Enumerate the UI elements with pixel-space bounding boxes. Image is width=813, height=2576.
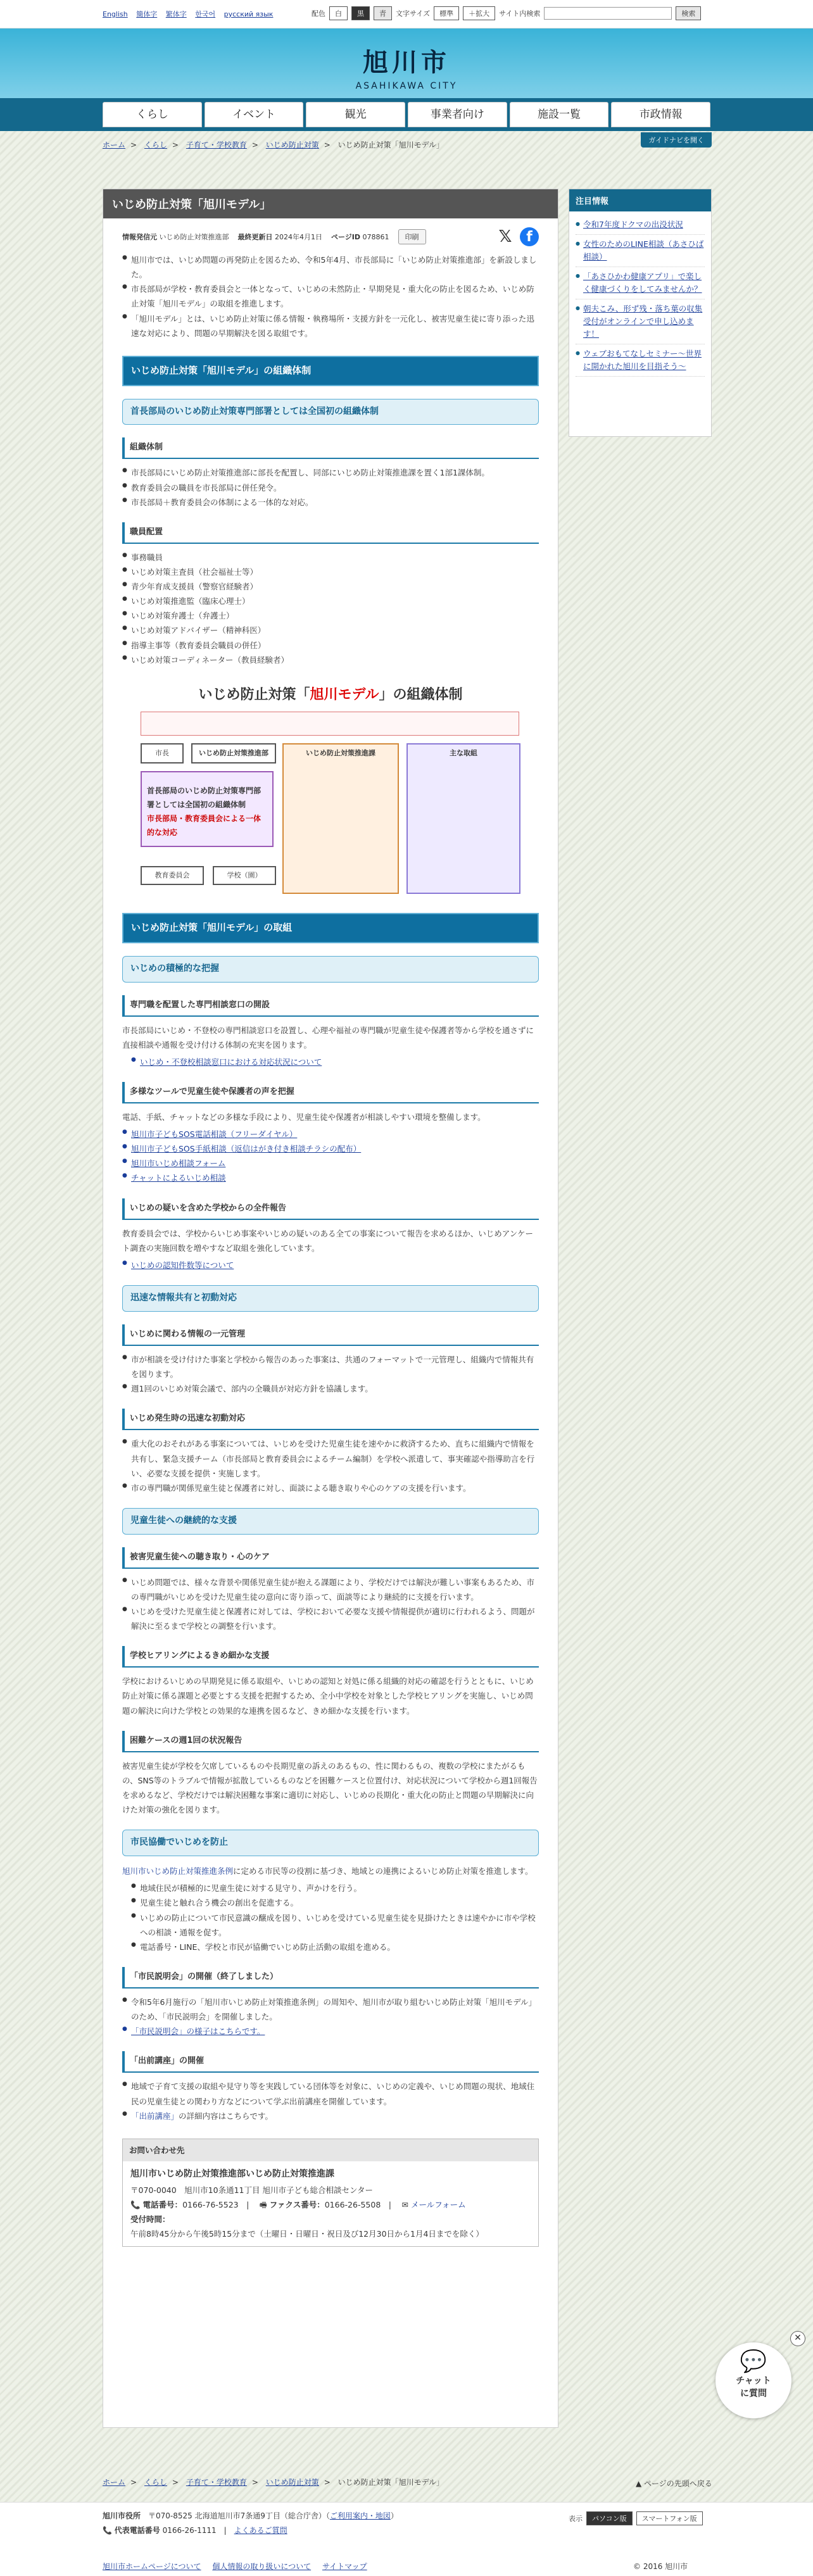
org-list — [122, 465, 539, 509]
list-item: ● 指導主事等（教育委員会職員の併任） — [122, 638, 539, 653]
global-nav-bar — [0, 98, 813, 144]
lang-english[interactable]: English — [103, 10, 128, 18]
meta-dept-label: 情報発信元 — [122, 233, 157, 241]
sidebar-featured — [569, 189, 712, 437]
breadcrumb-current: いじめ防止対策「旭川モデル」 — [337, 141, 444, 149]
consult-form-link[interactable]: ● 旭川市いじめ相談フォーム — [122, 1156, 539, 1171]
nav-event[interactable]: イベント — [205, 102, 304, 127]
list-item: ● いじめ対策アドバイザー（精神科医） — [122, 623, 539, 638]
list-item: ● 児童生徒と触れ合う機会の創出を促進する。 — [131, 1895, 539, 1910]
contact-heading: お問い合わせ先 — [123, 2139, 538, 2161]
footer-links — [103, 2561, 376, 2572]
main-content — [103, 189, 558, 2428]
list-item: ● 市の専門職が関係児童生徒と保護者に対し、面談による聴き取りや心のケアの支援を行います。 — [122, 1481, 539, 1495]
color-blue-button[interactable]: 青 — [374, 6, 392, 20]
section-heading: いじめ防止対策「旭川モデル」の取組 — [122, 913, 539, 943]
list-item: ● 週1回のいじめ対策会議で、部内の全職員が対応方針を協議します。 — [122, 1381, 539, 1396]
sidebar-item[interactable]: ● 朝夫こみ、形ず残・落ち葉の収集受付がオンラインで申し込めます！ — [576, 299, 705, 344]
color-label: 配色 — [312, 9, 325, 18]
list-item: ● 事務職員 — [122, 550, 539, 565]
contact-address: 〒070-0040 旭川市10条通11丁目 旭川市子ども総合相談センター — [130, 2185, 373, 2195]
sidebar-item[interactable]: ● 令和7年度ドクマの出没状況 — [576, 215, 705, 235]
paragraph: 被害児童生徒が学校を欠席しているものや長期児童の訴えのあるもの、性に関わるもの、複数の学校にまたがるもの、SNS等のトラブルで情報が拡散しているものなどを困難ケースと位置付け、対応状況について学校から週1回報告を求めるなど、学校だけでは解決困難な事案に適切に対応し、いじめの長期化・重大化の防止と問題の早期解決に向けた対策の強化を図ります。 — [122, 1761, 538, 1815]
list-item: ● 市長部局にいじめ防止対策推進部に部長を配置し、同部にいじめ防止対策推進課を置く1部1課体制。 — [122, 465, 539, 480]
breadcrumb-ijime[interactable]: いじめ防止対策 — [265, 2478, 319, 2487]
subsection-heading: いじめの積極的な把握 — [122, 956, 539, 983]
footer-link-about[interactable]: 旭川市ホームページについて — [103, 2562, 201, 2571]
list-item: ● 「旭川モデル」とは、いじめ防止対策に係る情報・執務場所・支援方針を一元化し、被害児童生徒に寄り添った迅速な対応により、問題の早期解決を図る取組です。 — [122, 311, 539, 341]
paragraph: 市長部局にいじめ・不登校の専門相談窓口を設置し、心理や福祉の専門職が児童生徒や保護者等から学校を通さずに直接相談や通報を受け付ける体制の充実を図ります。 — [122, 1025, 534, 1050]
page-meta — [122, 227, 539, 246]
faq-link[interactable]: よくあるご質問 — [234, 2525, 287, 2535]
nav-kurashi[interactable]: くらし — [103, 102, 202, 127]
list-item: ● 地域住民が積極的に児童生徒に対する見守り、声かけを行う。 — [131, 1881, 539, 1895]
share-buttons — [496, 227, 539, 246]
site-header — [0, 28, 813, 98]
footer-office: 旭川市役所 — [103, 2511, 141, 2520]
item-heading: 困難ケースの週1回の状況報告 — [122, 1731, 539, 1752]
contact-org: 旭川市いじめ防止対策推進部いじめ防止対策推進課 — [130, 2168, 334, 2179]
paragraph: 学校におけるいじめの早期発見に係る取組や、いじめの認知と対処に係る組織的対応の確認を行うとともに、いじめ防止対策に係る課題と必要とする支援を把握するため、全小中学校を対象とした学校ヒアリングを実施し、いじめ問題の解決に向けた学校との効果的な連携を図るなど、きめ細かな支援を行います。 — [122, 1676, 534, 1716]
copyright: © 2016 旭川市 — [633, 2562, 688, 2571]
staff-list — [122, 550, 539, 667]
breadcrumb-kosodate[interactable]: 子育て・学校教育 — [186, 2478, 247, 2487]
meta-dept: いじめ防止対策推進部 — [159, 233, 229, 241]
subsection-heading: 迅速な情報共有と初動対応 — [122, 1285, 539, 1312]
color-white-button[interactable]: 白 — [329, 6, 348, 20]
list-item: ● 「出前講座」の詳細内容はこちらです。 — [122, 2109, 539, 2123]
meta-updated: 2024年4月1日 — [275, 233, 322, 241]
item-heading: 専門職を配置した専門相談窓口の開設 — [122, 995, 539, 1017]
global-nav — [103, 102, 710, 127]
list-item: ● 市長部局＋教育委員会の体制による一体的な対応。 — [122, 495, 539, 510]
print-button[interactable]: 印刷 — [398, 229, 426, 244]
sidebar-item[interactable]: ● ウェブおもてなしセミナー～世界に開かれた旭川を目指そう～ — [576, 344, 705, 377]
size-label: 文字サイズ — [396, 9, 431, 18]
list-item: ● いじめの防止について市民意識の醸成を図り、いじめを受けている児童生徒を見掛けたときは速やかに市や学校への相談・通報を促す。 — [131, 1911, 539, 1940]
list-item: ● いじめ対策推進監（臨床心理士） — [122, 594, 539, 608]
close-chat-icon[interactable]: ✕ — [790, 2331, 805, 2346]
size-large-button[interactable]: ＋拡大 — [463, 6, 495, 20]
article-body — [122, 253, 539, 2247]
lang-traditional[interactable]: 繁体字 — [165, 10, 187, 18]
figure-dept-detail: いじめ防止対策推進課 — [282, 743, 399, 894]
chat-bubble-icon: 💬 — [740, 2349, 767, 2374]
list-item: ● いじめ対策弁護士（弁護士） — [122, 608, 539, 623]
color-black-button[interactable]: 黒 — [351, 6, 370, 20]
page-top-link[interactable]: ▲ ページの先頭へ戻る — [636, 2479, 712, 2488]
meta-id: 078861 — [362, 233, 389, 241]
contact-fax: 0166-26-5508 — [324, 2199, 381, 2209]
accessibility-tools — [312, 6, 701, 20]
item-heading: いじめに関わる情報の一元管理 — [122, 1324, 539, 1346]
item-heading: いじめ発生時の迅速な初動対応 — [122, 1409, 539, 1430]
nav-facilities[interactable]: 施設一覧 — [510, 102, 609, 127]
org-chart-figure — [141, 682, 520, 898]
footer-tel[interactable]: 0166-26-1111 — [162, 2525, 217, 2535]
sidebar-title: 注目情報 — [569, 189, 711, 211]
sidebar-item[interactable]: ● 女性のためのLINE相談（あさひば相談） — [576, 235, 705, 267]
list-item: ● 青少年育成支援員（警察官経験者） — [122, 579, 539, 594]
contact-hours-label: 受付時間： — [130, 2215, 170, 2225]
list-item: ● 地域で子育て支援の取組や見守り等を実践している団体等を対象に、いじめの定義や、いじめ問題の現状、地域住民の児童生徒との関わり方などについて学ぶ出前講座を開催しています。 — [122, 2079, 539, 2108]
breadcrumb-home[interactable]: ホーム — [103, 2478, 126, 2487]
figure-dept: いじめ防止対策推進部 — [191, 743, 276, 763]
list-item: ● いじめ対策主査員（社会福祉士等） — [122, 565, 539, 579]
figure-mayor: 市長 — [141, 743, 184, 763]
nav-business[interactable]: 事業者向け — [408, 102, 507, 127]
site-logo[interactable]: 旭川市 — [363, 48, 450, 77]
item-heading: 「市民説明会」の開催（終了しました） — [122, 1967, 539, 1989]
chat-consult-link[interactable]: ● チャットによるいじめ相談 — [122, 1171, 539, 1185]
size-normal-button[interactable]: 標準 — [434, 6, 459, 20]
contact-phones: 📞 電話番号：0166-76-5523 | 🖷 ファクス番号：0166-26-5508 | ✉ メールフォーム — [130, 2199, 466, 2209]
list-item: ● 市が相談を受け付けた事案と学校から報告のあった事案は、共通のフォーマットで一元管理し、組織内で情報共有を図ります。 — [122, 1352, 539, 1381]
sos-phone-link[interactable]: ● 旭川市子どもSOS電話相談（フリーダイヤル） — [122, 1127, 539, 1141]
staff-heading: 職員配置 — [122, 522, 539, 544]
ordinance-link[interactable]: 旭川市いじめ防止対策推進条例 — [122, 1866, 234, 1876]
chat-widget-button[interactable] — [715, 2342, 791, 2418]
footer-link-sitemap[interactable]: サイトマップ — [322, 2562, 367, 2571]
subsection-heading: 首長部局のいじめ防止対策専門部署としては全国初の組織体制 — [122, 399, 539, 425]
search-label: サイト内検索 — [499, 9, 541, 18]
display-switch: 表示 パソコン版 スマートフォン版 — [569, 2511, 703, 2525]
meta-id-label: ページID — [331, 233, 361, 241]
breadcrumb-ijime[interactable]: いじめ防止対策 — [265, 141, 319, 149]
lecture-link[interactable]: 「出前講座」 — [131, 2111, 179, 2121]
lang-simplified[interactable]: 簡体字 — [136, 10, 158, 18]
item-heading: 「出前講座」の開催 — [122, 2051, 539, 2073]
site-logo-sub: ASAHIKAWA CITY — [355, 81, 458, 91]
list-item: ● 旭川市では、いじめ問題の再発防止を図るため、令和5年4月、市長部局に「いじめ防止対策推進部」を新設しました。 — [122, 253, 539, 282]
list-item: ● いじめ対策コーディネーター（教員経験者） — [122, 653, 539, 667]
contact-box — [122, 2139, 539, 2247]
sidebar-item[interactable]: ● 「あさひかわ健康アプリ」で楽しく健康づくりをしてみませんか？ — [576, 267, 705, 299]
paragraph: 電話、手紙、チャットなどの多様な手段により、児童生徒や保護者が相談しやすい環境を整備します。 — [122, 1112, 486, 1122]
sp-version-button[interactable]: スマートフォン版 — [636, 2511, 703, 2525]
item-heading: 被害児童生徒への聴き取り・心のケア — [122, 1547, 539, 1569]
site-footer — [0, 2502, 813, 2576]
breadcrumb-kurashi[interactable]: くらし — [144, 2478, 167, 2487]
item-heading: 多様なツールで児童生徒や保護者の声を把握 — [122, 1082, 539, 1103]
facebook-share-icon[interactable]: f — [520, 227, 539, 246]
search-input[interactable] — [544, 7, 672, 20]
contact-tel[interactable]: 0166-76-5523 — [182, 2199, 239, 2209]
chat-label: チャット に質問 — [736, 2376, 771, 2399]
access-link[interactable]: ご利用案内・地図 — [329, 2511, 391, 2520]
breadcrumb-home[interactable]: ホーム — [103, 141, 126, 149]
list-item: ● 市長部局が学校・教育委員会と一体となって、いじめの未然防止・早期発見・重大化の防止を図るため、いじめ防止対策「旭川モデル」の取組を推進します。 — [122, 282, 539, 311]
guide-nav-button[interactable]: ガイドナビを開く — [641, 132, 712, 148]
breadcrumb-current: いじめ防止対策「旭川モデル」 — [337, 2478, 444, 2487]
figure-title: いじめ防止対策「旭川モデル」の組織体制 — [198, 686, 463, 703]
list-item: ● 教育委員会の職員を市長部局に併任発令。 — [122, 481, 539, 495]
consult-status-link[interactable]: ● いじめ・不登校相談窓口における対応状況について — [131, 1055, 539, 1069]
breadcrumb-kurashi[interactable]: くらし — [144, 141, 167, 149]
recognition-count-link[interactable]: ● いじめの認知件数等について — [122, 1258, 539, 1272]
briefing-link[interactable]: ● 「市民説明会」の様子はこちらです。 — [122, 2024, 539, 2039]
list-item: ● いじめを受けた児童生徒と保護者に対しては、学校において必要な支援や情報提供が適切に行われるよう、問題が解決に至るまで学校との調整を行います。 — [122, 1604, 539, 1633]
org-heading: 組織体制 — [122, 437, 539, 459]
page-title: いじめ防止対策「旭川モデル」 — [103, 189, 558, 218]
item-heading: 学校ヒアリングによるきめ細かな支援 — [122, 1646, 539, 1668]
list-item: ● いじめ問題では、様々な背景や関係児童生徒が抱える課題により、学校だけでは解決が難しい事案もあるため、市の専門職がいじめを受けた児童生徒の意向に寄り添って、面談等により継続的に支援を行います。 — [122, 1575, 539, 1604]
intro-list — [122, 253, 539, 341]
lang-russian[interactable]: русский язык — [224, 10, 274, 18]
figure-edu: 教育委員会 — [141, 866, 204, 885]
paragraph: 旭川市いじめ防止対策推進条例に定める市民等の役割に基づき、地域との連携によるいじめ防止対策を推進します。 — [122, 1866, 533, 1876]
list-item: ● 令和5年6月施行の「旭川市いじめ防止対策推進条例」の周知や、旭川市が取り組むいじめ防止対策「旭川モデル」のため、「市民説明会」を開催しました。 — [122, 1995, 539, 2024]
search-button[interactable]: 検索 — [676, 6, 701, 20]
figure-intro-box — [141, 712, 519, 736]
figure-main-actions: 主な取組 — [406, 743, 520, 894]
figure-note: 首長部局のいじめ防止対策専門部署としては全国初の組織体制 市長部局・教育委員会による一体的な対応 — [141, 771, 274, 847]
nav-municipal[interactable]: 市政情報 — [611, 102, 710, 127]
language-links — [103, 9, 279, 19]
list-item: ● 重大化のおそれがある事案については、いじめを受けた児童生徒を速やかに救済するため、直ちに組織内で情報を共有し、緊急支援チーム（市長部局と教育委員会によるチーム編制）を学校へ派遣して、事実確認や指導助言を行い、必要な支援を提供・実施します。 — [122, 1436, 539, 1480]
x-share-icon[interactable]: 𝕏 — [498, 227, 512, 246]
contact-hours: 午前8時45分から午後5時15分まで（土曜日・日曜日・祝日及び12月30日から1月4日までを除く） — [130, 2229, 484, 2239]
mail-form-link[interactable]: メールフォーム — [410, 2199, 466, 2209]
lang-korean[interactable]: 한국어 — [195, 10, 216, 18]
breadcrumb-kosodate[interactable]: 子育て・学校教育 — [186, 141, 247, 149]
sos-letter-link[interactable]: ● 旭川市子どもSOS手紙相談（返信はがき付き相談チラシの配布） — [122, 1141, 539, 1156]
section-heading: いじめ防止対策「旭川モデル」の組織体制 — [122, 356, 539, 386]
breadcrumb: ホーム > くらし > 子育て・学校教育 > いじめ防止対策 > いじめ防止対策「旭川モデル」 — [103, 141, 444, 149]
subsection-heading: 児童生徒への継続的な支援 — [122, 1508, 539, 1535]
utility-bar — [0, 0, 813, 28]
pc-version-button[interactable]: パソコン版 — [586, 2511, 633, 2525]
subsection-heading: 市民協働でいじめを防止 — [122, 1830, 539, 1856]
paragraph: 教育委員会では、学校からいじめ事案やいじめの疑いのある全ての事案について報告を求めるほか、いじめアンケート調査の実施回数を増やすなど取組を強化しています。 — [122, 1228, 534, 1253]
figure-school: 学校（園） — [213, 866, 276, 885]
list-item: ● 電話番号・LINE、学校と市民が協働でいじめ防止活動の取組を進める。 — [131, 1940, 539, 1954]
footer-link-privacy[interactable]: 個人情報の取り扱いについて — [212, 2562, 312, 2571]
breadcrumb-bottom: ホーム > くらし > 子育て・学校教育 > いじめ防止対策 > いじめ防止対策「旭川モデル」 — [103, 2478, 444, 2487]
item-heading: いじめの疑いを含めた学校からの全件報告 — [122, 1198, 539, 1220]
meta-updated-label: 最終更新日 — [237, 233, 273, 241]
nav-kanko[interactable]: 観光 — [306, 102, 405, 127]
footer-address: 旭川市役所 〒070-8525 北海道旭川市7条通9丁目（総合庁舎）（ご利用案内・地図） 📞 代表電話番号 0166-26-1111 | よくあるご質問 — [103, 2511, 398, 2535]
